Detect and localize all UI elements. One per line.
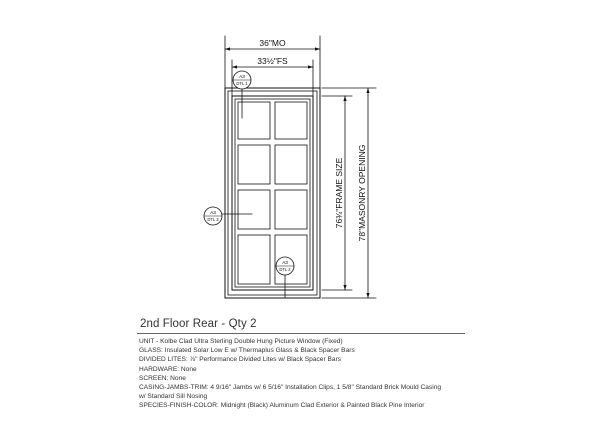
masonry-height-dimension xyxy=(322,88,376,298)
detail-tag-1-number: DTL 1 xyxy=(236,81,248,86)
spec-species-finish: SPECIES-FINISH-COLOR: Midnight (Black) Aluminum Clad Exterior & Painted Black Pine Interior xyxy=(139,402,425,410)
glass-pane xyxy=(275,190,307,229)
frame-width-label: 33½"FS xyxy=(257,56,288,66)
frame-height-label: 76¾"FRAME SIZE xyxy=(334,157,344,229)
detail-tag-2-sheet: A3 xyxy=(282,261,288,266)
spec-screen: SCREEN: None xyxy=(139,374,186,382)
glass-pane xyxy=(238,102,270,139)
spec-casing: CASING-JAMBS-TRIM: 4 9/16" Jambs w/ 6 5/16" Installation Clips, 1 5/8" Standard Brick Mould Casing xyxy=(139,384,442,392)
glass-pane xyxy=(275,145,307,184)
spec-casing-continued: w/ Standard Sill Nosing xyxy=(139,393,208,401)
title-underline xyxy=(137,333,465,334)
masonry-width-label: 36"MO xyxy=(259,38,286,48)
detail-tag-3-number: DTL 3 xyxy=(207,217,219,222)
window-frame xyxy=(225,88,320,298)
window-title: 2nd Floor Rear - Qty 2 xyxy=(140,318,257,330)
spec-divided-lites: DIVIDED LITES: ⅞" Performance Divided Lites w/ Black Spacer Bars xyxy=(139,356,342,364)
detail-tag-1-sheet: A3 xyxy=(239,75,245,80)
spec-glass: GLASS: Insulated Solar Low E w/ Thermaplus Glass & Black Spacer Bars xyxy=(139,347,355,355)
spec-unit: UNIT - Kolbe Clad Ultra Sterling Double Hung Picture Window (Fixed) xyxy=(139,338,343,345)
detail-tag-3-sheet: A3 xyxy=(210,211,216,216)
glass-pane xyxy=(238,235,270,284)
glass-pane xyxy=(238,190,270,229)
divided-lites-grid xyxy=(238,102,307,284)
glass-pane xyxy=(275,102,307,139)
masonry-height-label: 78"MASONRY OPENING xyxy=(357,144,367,242)
glass-pane xyxy=(238,145,270,184)
spec-hardware: HARDWARE: None xyxy=(139,365,197,373)
detail-tag-2-number: DTL 2 xyxy=(279,267,291,272)
spec-list xyxy=(139,337,469,411)
